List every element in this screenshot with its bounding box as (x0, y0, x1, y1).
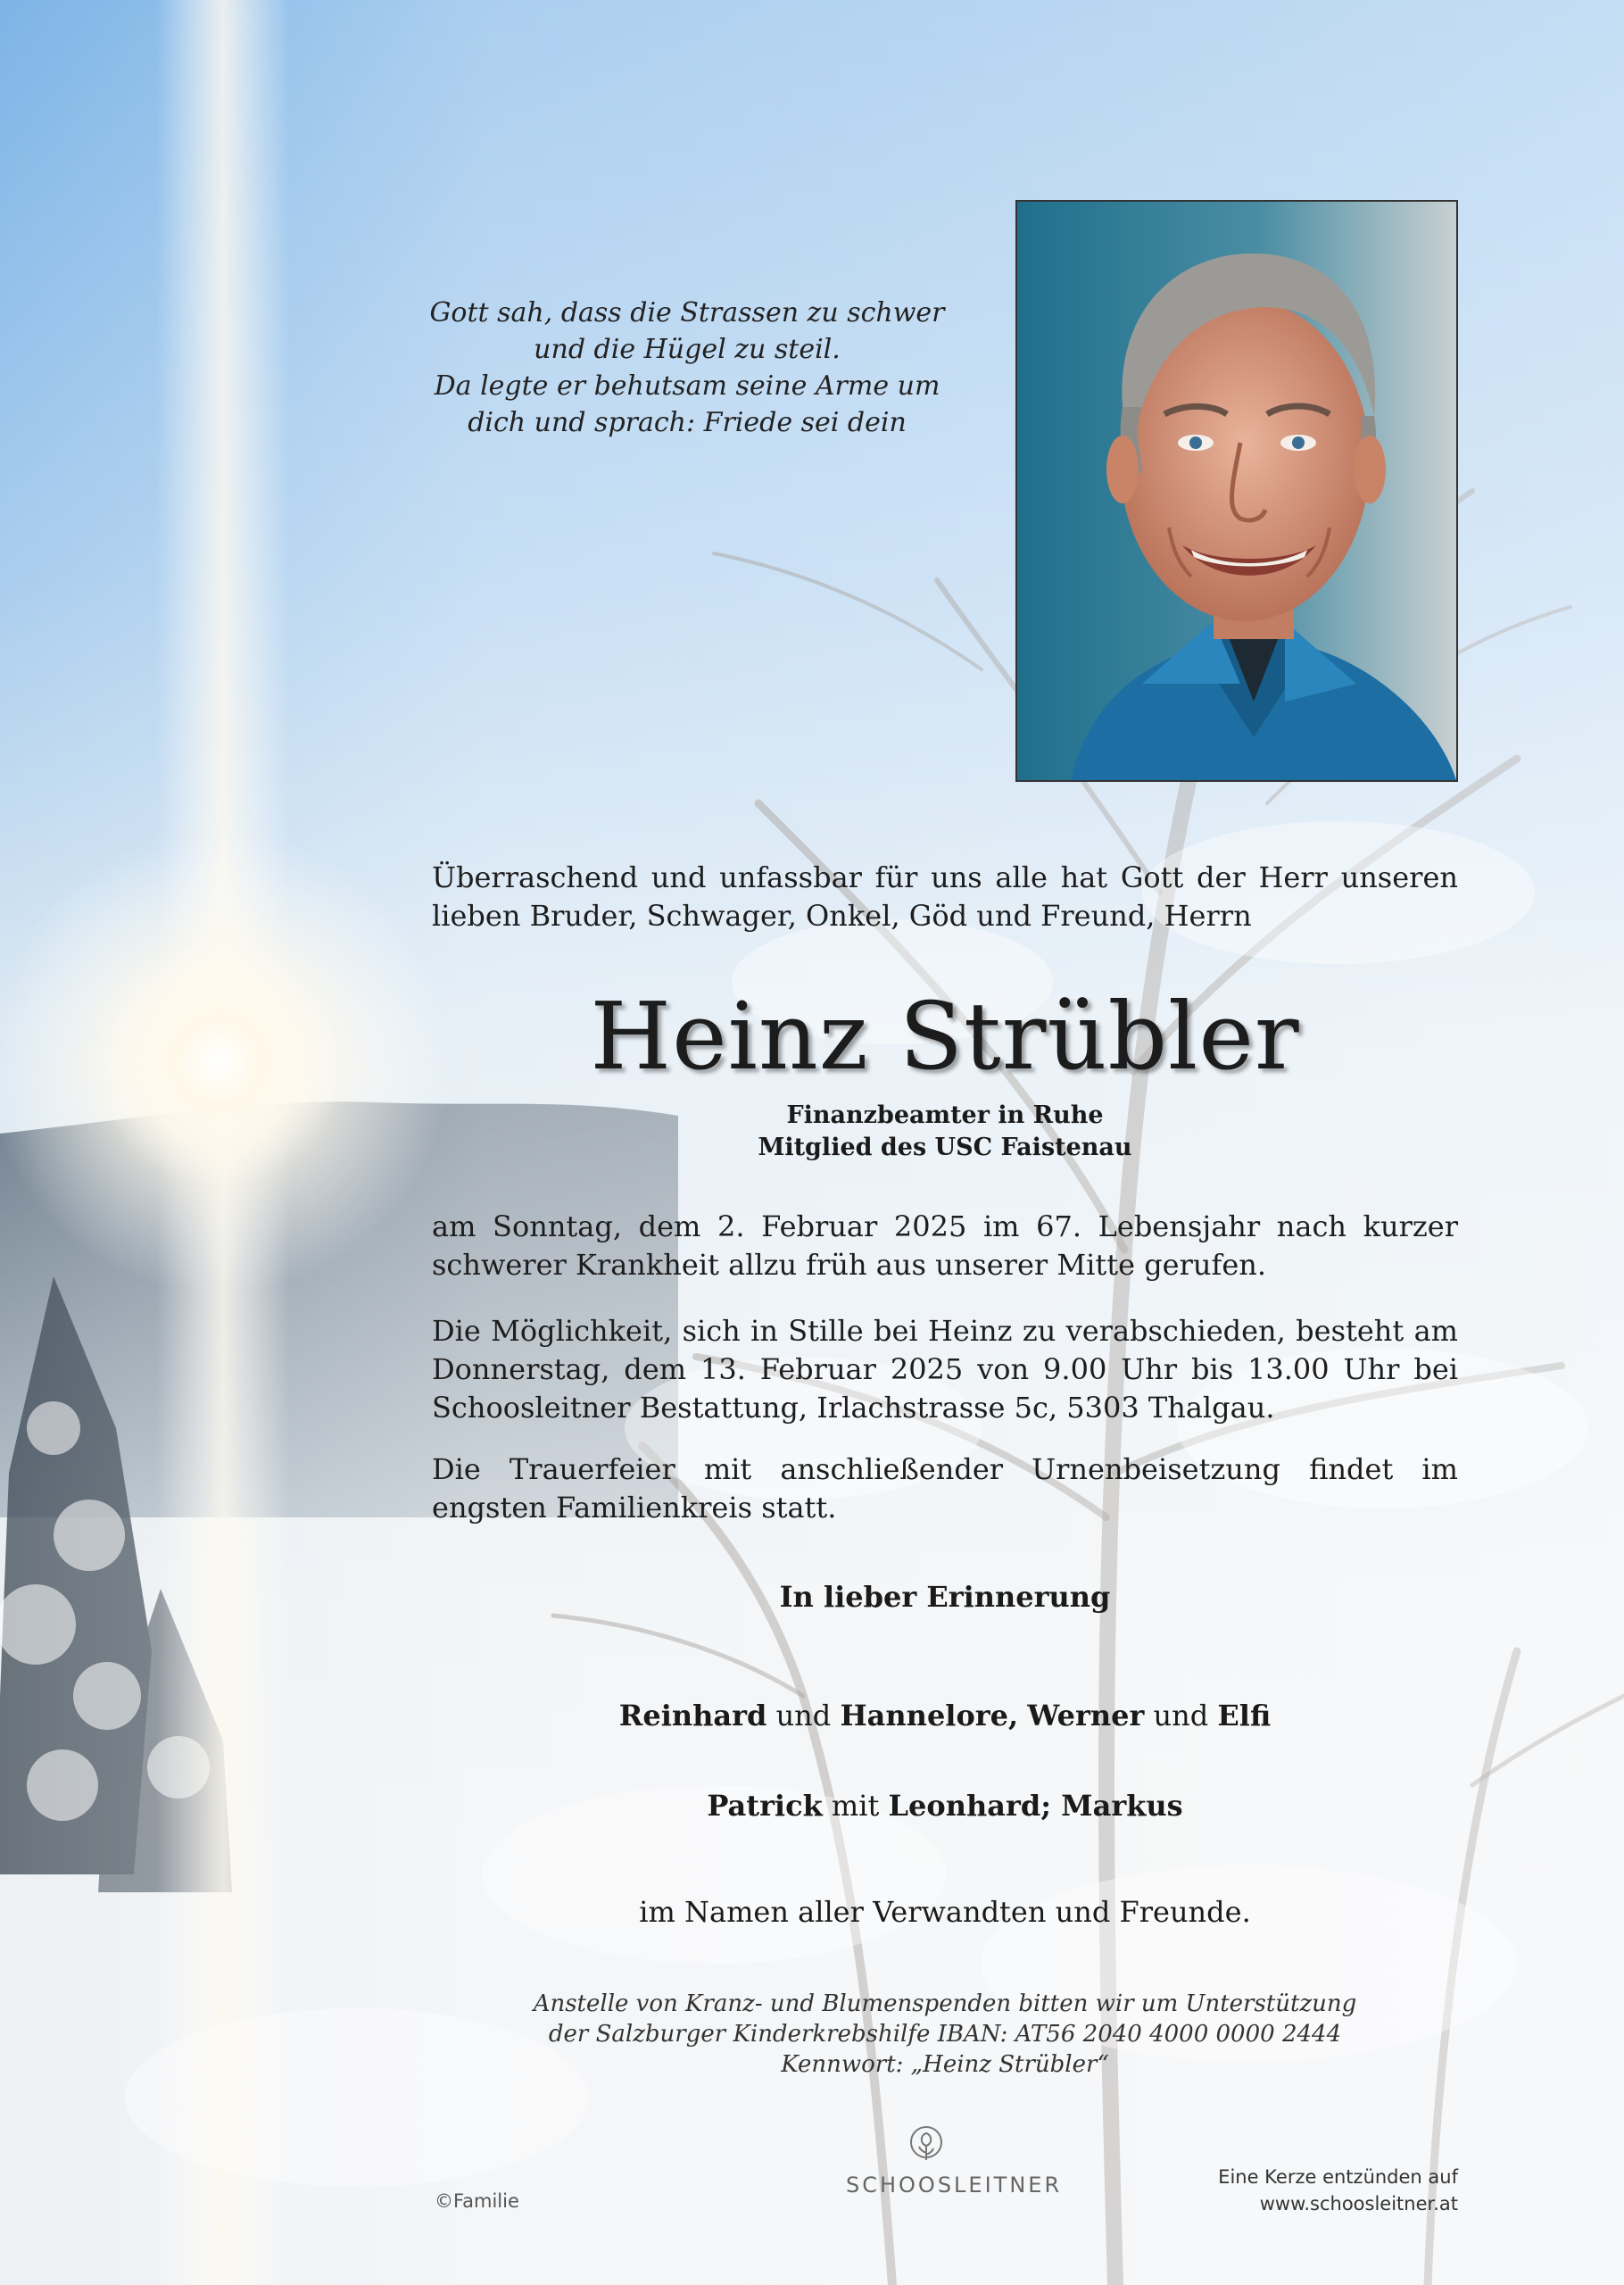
quote-line: Gott sah, dass die Strassen zu schwer (429, 297, 945, 328)
death-notice-paragraph: am Sonntag, dem 2. Februar 2025 im 67. Lebensjahr nach kurzer schwerer Krankheit allzu früh aus unserer Mitte gerufen. (432, 1209, 1458, 1282)
remembrance-heading: In lieber Erinnerung (779, 1580, 1111, 1614)
donation-notice (432, 1989, 1458, 2080)
conjunction: mit (831, 1789, 880, 1823)
mourner-name: Leonhard; Markus (888, 1789, 1183, 1823)
mourner-name: Hannelore, (840, 1699, 1019, 1732)
logo-wordmark: SCHOOSLEITNER (846, 2173, 1063, 2198)
mourner-name: Elfi (1217, 1699, 1272, 1732)
candle-link[interactable] (1218, 2164, 1458, 2217)
funeral-paragraph: Die Trauerfeier mit anschließender Urnenbeisetzung findet im engsten Familienkreis statt. (432, 1452, 1458, 1525)
mourner-name: Werner (1027, 1699, 1145, 1732)
website-link[interactable]: www.schoosleitner.at (1259, 2193, 1458, 2214)
candle-text: Eine Kerze entzünden auf (1218, 2166, 1458, 2188)
mourners-closing: im Namen aller Verwandten und Freunde. (639, 1895, 1251, 1929)
mourners-line-1 (432, 1699, 1458, 1732)
portrait-photo (1015, 200, 1458, 782)
donation-line: Anstelle von Kranz- und Blumenspenden bitten wir um Unterstützung (533, 1990, 1357, 2017)
quote-line: Da legte er behutsam seine Arme um (434, 370, 940, 402)
quote-line: dich und sprach: Friede sei dein (468, 407, 907, 438)
deceased-name: Heinz Strübler (590, 982, 1300, 1091)
intro-text: Überraschend und unfassbar für uns alle hat Gott der Herr unseren lieben Bruder, Schwager, Onkel, Göd und Freund, Herrn (432, 860, 1458, 933)
mourners-line-2 (432, 1789, 1458, 1823)
mourner-name: Reinhard (618, 1699, 767, 1732)
mourner-name: Patrick (707, 1789, 823, 1823)
photo-credit: ©Familie (435, 2190, 519, 2212)
donation-line: Kennwort: „Heinz Strübler“ (781, 2051, 1109, 2078)
conjunction: und (1153, 1699, 1209, 1732)
quote-line: und die Hügel zu steil. (534, 334, 841, 365)
membership: Mitglied des USC Faistenau (758, 1134, 1132, 1161)
occupation: Finanzbeamter in Ruhe (786, 1101, 1104, 1129)
conjunction: und (775, 1699, 832, 1732)
farewell-paragraph: Die Möglichkeit, sich in Stille bei Heinz zu verabschieden, besteht am Donnerstag, dem 13. Februar 2025 von 9.00 Uhr bis 13.00 Uhr bei Schoosleitner Bestattung, Irlachstrasse 5c, 5303 Thalgau. (432, 1314, 1458, 1425)
rose-logo-icon (907, 2124, 946, 2165)
poem-quote (419, 295, 955, 441)
donation-line: der Salzburger Kinderkrebshilfe IBAN: AT56 2040 4000 0000 2444 (548, 2021, 1342, 2048)
funeral-home-logo (846, 2124, 1063, 2198)
